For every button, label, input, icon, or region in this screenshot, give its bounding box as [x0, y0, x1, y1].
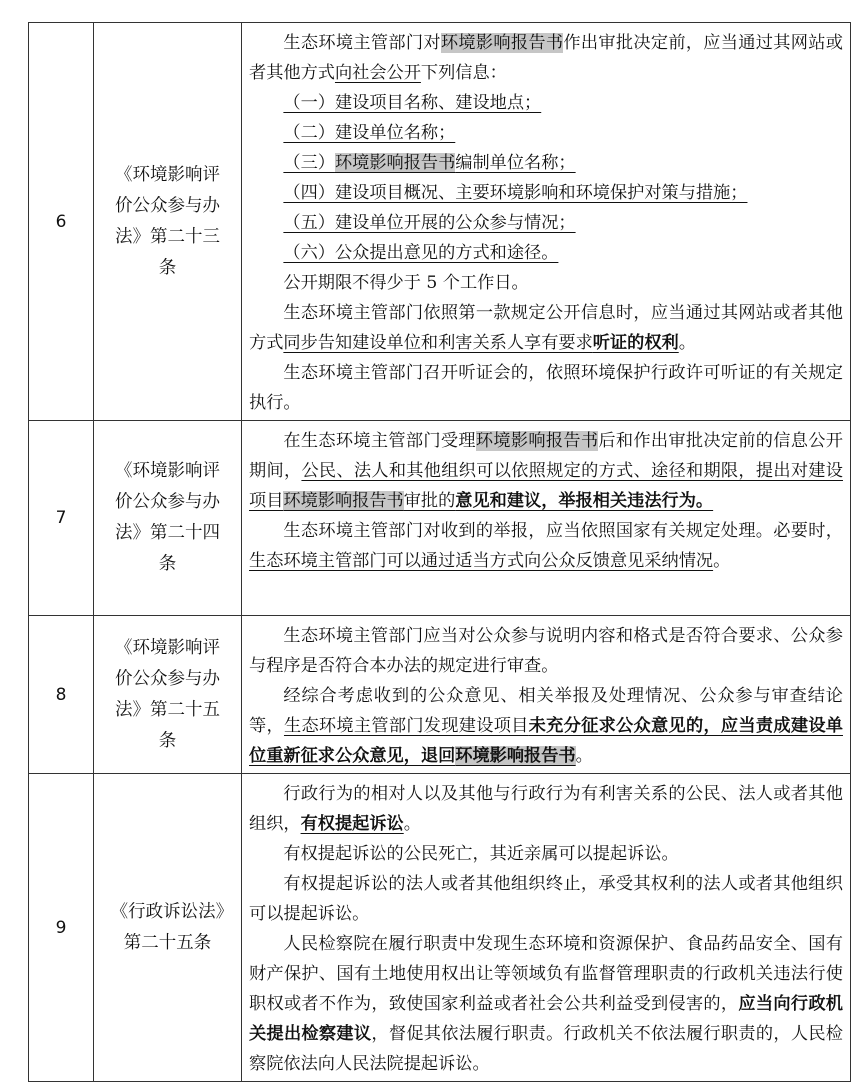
row-number-text: 8 — [55, 684, 67, 705]
row-number — [29, 616, 94, 774]
row-number-text: 7 — [55, 508, 67, 528]
text-run: 生态环境主管部门召开听证会的，依照环境保护行政许可听证的有关规定执行。 — [249, 363, 843, 413]
text-run: 。 — [575, 746, 593, 766]
article-paragraph — [249, 516, 843, 576]
regulation-table-page — [28, 22, 843, 1082]
article-paragraph — [249, 869, 843, 929]
table-row — [29, 616, 851, 774]
text-run: 作出审批决定前，应当通过其网站或者其他方式 — [249, 33, 843, 83]
law-citation-text: 《行政诉讼法》第二十五条 — [110, 901, 225, 953]
article-paragraph — [249, 779, 843, 839]
highlighted-term: 环境影响报告书 — [440, 33, 564, 53]
table-row — [29, 23, 851, 421]
table-body — [29, 23, 851, 1082]
text-run: 后和作出审批决定前的信息公开期间， — [249, 431, 843, 481]
text-run: 生态环境主管部门发现建设项目 — [283, 716, 529, 736]
row-number — [29, 774, 94, 1082]
article-paragraph — [249, 839, 843, 869]
article-paragraph — [249, 298, 843, 358]
highlighted-term: 环境影响报告书 — [283, 491, 404, 511]
text-run: （四）建设项目概况、主要环境影响和环境保护对策与措施； — [283, 183, 748, 203]
law-citation — [94, 23, 242, 421]
text-run: 行政行为的相对人以及其他与行政行为有利害关系的公民、法人或者其他组织， — [249, 784, 843, 834]
text-run: 。 — [403, 814, 421, 834]
law-citation — [94, 616, 242, 774]
article-paragraph — [249, 118, 843, 148]
row-number-text: 6 — [55, 211, 67, 232]
article-paragraph — [249, 681, 843, 771]
text-run: 向社会公开 — [334, 63, 421, 83]
law-citation-text: 《环境影响评价公众参与办法》第二十三条 — [115, 164, 220, 278]
text-run: 下列信息： — [420, 63, 507, 83]
text-run: 有权提起诉讼的法人或者其他组织终止，承受其权利的法人或者其他组织可以提起诉讼。 — [249, 874, 843, 924]
text-run: 应当向行政机关提出检察建议 — [249, 994, 843, 1044]
law-citation — [94, 774, 242, 1082]
highlighted-term: 环境影响报告书 — [334, 153, 456, 173]
text-run: 公开期限不得少于 5 个工作日。 — [283, 273, 529, 293]
highlighted-term: 环境影响报告书 — [475, 431, 599, 451]
law-citation — [94, 421, 242, 616]
regulation-table — [28, 22, 851, 1082]
article-paragraph — [249, 621, 843, 681]
article-paragraph — [249, 88, 843, 118]
text-run: （三） — [283, 153, 335, 173]
text-run: 。 — [678, 333, 696, 353]
article-content — [242, 774, 851, 1082]
article-paragraph — [249, 426, 843, 516]
article-paragraph — [249, 268, 843, 298]
text-run: 生态环境主管部门依照第一款规定公开信息时，应当通过其网站或者其他方式 — [249, 303, 843, 353]
article-paragraph — [249, 208, 843, 238]
text-run: 公民、法人和其他组织可以依照规定的方式、途径和期限，提出对建设项目 — [249, 461, 843, 511]
text-run: ，督促其依法履行职责。行政机关不依法履行职责的，人民检察院依法向人民法院提起诉讼。 — [249, 1024, 843, 1074]
article-content — [242, 616, 851, 774]
table-row — [29, 421, 851, 616]
text-run: 有权提起诉讼的公民死亡，其近亲属可以提起诉讼。 — [283, 844, 679, 864]
article-paragraph — [249, 178, 843, 208]
text-run: 生态环境主管部门可以通过适当方式向公众反馈意见采纳情况 — [249, 551, 714, 571]
article-content — [242, 23, 851, 421]
text-run: 有权提起诉讼 — [300, 814, 404, 834]
row-number — [29, 23, 94, 421]
law-citation-text: 《环境影响评价公众参与办法》第二十四条 — [115, 461, 220, 574]
text-run: 意见和建议，举报相关违法行为。 — [455, 491, 714, 511]
text-run: 。 — [713, 551, 731, 571]
text-run: 编制单位名称； — [455, 153, 576, 173]
article-paragraph — [249, 28, 843, 88]
highlighted-term: 环境影响报告书 — [455, 746, 576, 766]
article-paragraph — [249, 929, 843, 1079]
row-number-text: 9 — [55, 917, 67, 938]
text-run: （一）建设项目名称、建设地点； — [283, 93, 542, 113]
text-run: 听证的权利 — [592, 333, 679, 353]
text-run: 在生态环境主管部门受理 — [283, 431, 476, 451]
article-paragraph — [249, 358, 843, 418]
text-run: 生态环境主管部门对收到的举报，应当依照国家有关规定处理。必要时， — [283, 521, 843, 541]
article-paragraph — [249, 238, 843, 268]
text-run: （五）建设单位开展的公众参与情况； — [283, 213, 576, 233]
text-run: 经综合考虑收到的公众意见、相关举报及处理情况、公众参与审查结论等， — [249, 686, 843, 736]
text-run: （六）公众提出意见的方式和途径。 — [283, 243, 559, 263]
text-run: 审批的 — [403, 491, 456, 511]
text-run: 生态环境主管部门应当对公众参与说明内容和格式是否符合要求、公众参与程序是否符合本办法的规定进行审查。 — [249, 626, 843, 676]
text-run: （二）建设单位名称； — [283, 123, 456, 143]
article-paragraph — [249, 148, 843, 178]
law-citation-text: 《环境影响评价公众参与办法》第二十五条 — [115, 637, 220, 751]
text-run: 未充分征求公众意见的，应当责成建设单位重新征求公众意见，退回 — [249, 716, 843, 766]
table-row — [29, 774, 851, 1082]
row-number — [29, 421, 94, 616]
text-run: 生态环境主管部门对 — [283, 33, 441, 53]
article-content — [242, 421, 851, 616]
text-run: 人民检察院在履行职责中发现生态环境和资源保护、食品药品安全、国有财产保护、国有土地使用权出让等领域负有监督管理职责的行政机关违法行使职权或者不作为，致使国家利益或者社会公共利益受到侵害的， — [249, 934, 843, 1014]
text-run: 同步告知建设单位和利害关系人享有要求 — [283, 333, 593, 353]
